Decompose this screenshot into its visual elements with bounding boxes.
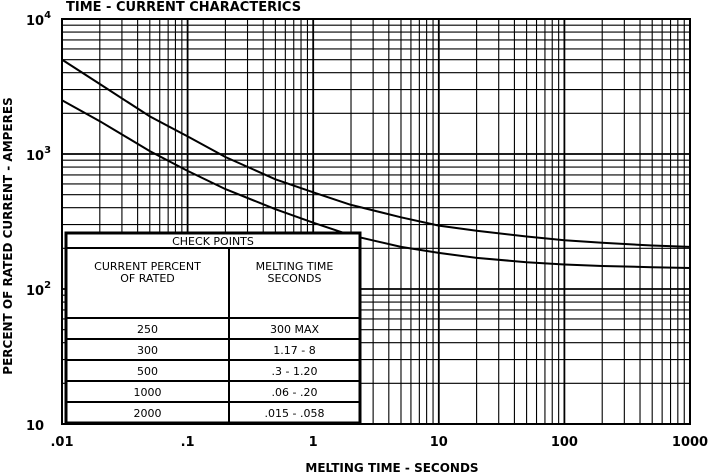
check-current-cell: 1000 bbox=[133, 386, 162, 399]
check-current-cell: 250 bbox=[137, 323, 158, 336]
y-axis-label: PERCENT OF RATED CURRENT - AMPERES bbox=[1, 97, 15, 375]
check-current-cell: 2000 bbox=[133, 407, 162, 420]
current-percent-header: OF RATED bbox=[120, 272, 175, 285]
y-tick-label: $10^3$ bbox=[26, 145, 52, 164]
check-table-title: CHECK POINTS bbox=[172, 235, 254, 248]
check-time-cell: .015 - .058 bbox=[264, 407, 325, 420]
check-current-cell: 300 bbox=[137, 344, 158, 357]
x-tick-label: 100 bbox=[550, 435, 578, 450]
check-current-cell: 500 bbox=[137, 365, 158, 378]
y-tick-label: $10^4$ bbox=[26, 10, 52, 29]
x-tick-label: .01 bbox=[50, 435, 74, 450]
check-time-cell: .3 - 1.20 bbox=[271, 365, 318, 378]
y-tick-labels bbox=[26, 10, 51, 434]
x-tick-label: 10 bbox=[429, 435, 448, 450]
x-tick-label: .1 bbox=[180, 435, 195, 450]
check-time-cell: .06 - .20 bbox=[271, 386, 318, 399]
check-points-table bbox=[66, 233, 360, 423]
x-tick-label: 1000 bbox=[671, 435, 709, 450]
melting-time-header: SECONDS bbox=[267, 272, 322, 285]
y-tick-label: 10 bbox=[26, 419, 45, 434]
x-tick-label: 1 bbox=[308, 435, 318, 450]
chart-title: TIME - CURRENT CHARACTERICS bbox=[66, 0, 302, 15]
melting-time-header: MELTING TIME bbox=[255, 260, 334, 273]
x-axis-label: MELTING TIME - SECONDS bbox=[305, 461, 479, 474]
check-time-cell: 1.17 - 8 bbox=[273, 344, 316, 357]
check-time-cell: 300 MAX bbox=[269, 323, 320, 336]
current-percent-header: CURRENT PERCENT bbox=[94, 260, 201, 273]
x-tick-labels bbox=[50, 435, 708, 450]
y-tick-label: $10^2$ bbox=[26, 280, 52, 299]
